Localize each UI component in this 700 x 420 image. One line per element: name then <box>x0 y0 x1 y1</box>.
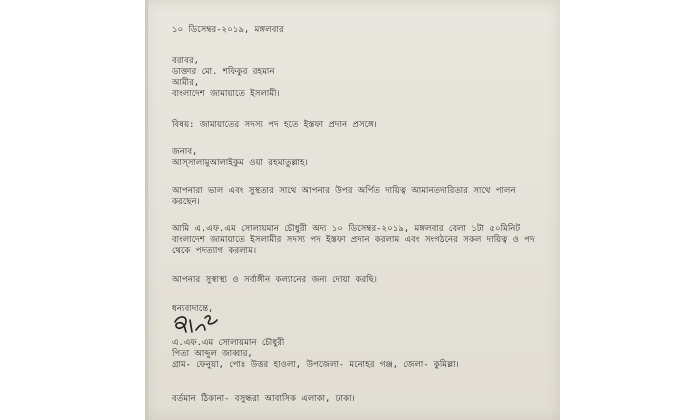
letter-closing: ধন্যবাদান্তে, <box>172 303 214 313</box>
paragraph-3-line-1: আপনার সুস্বাস্থ্য ও সর্বাঙ্গীন কল্যানের জন্য দোয়া করছি। <box>172 274 378 284</box>
letter-greeting: জনাব, <box>172 146 198 156</box>
paragraph-1-line-1: আপনারা ভাল এবং সুস্থতার সাথে আপনার উপর অর্পিত দায়িত্ব আমানতদারিতার সাথে পালন <box>172 185 516 195</box>
paper-edge <box>145 0 148 420</box>
paragraph-2-line-2: বাংলাদেশ জামায়াতে ইসলামীর সদস্য পদ ইস্তফা প্রদান করলাম এবং সংগঠনের সকল দায়িত্ব ও পদ <box>172 234 535 244</box>
paragraph-2-line-3: থেকে পদত্যাগ করলাম। <box>172 245 257 255</box>
letter-date: ১০ ডিসেম্বর-২০১৯, মঙ্গলবার <box>172 24 284 34</box>
signatory-village: গ্রাম- ফেনুয়া, পোঃ উত্তর হাওলা, উপজেলা- মনোহর গঞ্জ, জেলা- কুমিল্লা। <box>172 359 459 369</box>
signatory-present-address: বর্তমান ঠিকানা- বসুন্ধরা আবাসিক এলাকা, ঢাকা। <box>172 393 355 403</box>
paragraph-1-line-2: করছেন। <box>172 196 200 206</box>
recipient-title: আমীর, <box>172 77 200 87</box>
letter-salam: আস্সালামুআলাইকুম ওয়া রহমাতুল্লাহ। <box>172 157 308 167</box>
recipient-salutation: বরাবর, <box>172 55 200 65</box>
recipient-org: বাংলাদেশ জামায়াতে ইসলামী। <box>172 88 280 98</box>
paragraph-2-line-1: আমি এ.এফ.এম সোলায়মান চৌধুরী অদ্য ১০ ডিসেম্বর-২০১৯, মঙ্গলবার বেলা ১টা ৫০মিনিট <box>172 223 521 233</box>
recipient-name: ডাক্তার মো. শফিকুর রহমান <box>172 66 275 76</box>
letter-subject: বিষয়: জামায়াতের সদস্য পদ হতে ইস্তফা প্রদান প্রসঙ্গে। <box>172 119 377 129</box>
signature-image <box>172 312 220 338</box>
signatory-father: পিতা আব্দুল জাব্বার, <box>172 348 253 358</box>
signatory-name: এ.এফ.এম সোলায়মান চৌধুরী <box>172 337 285 347</box>
